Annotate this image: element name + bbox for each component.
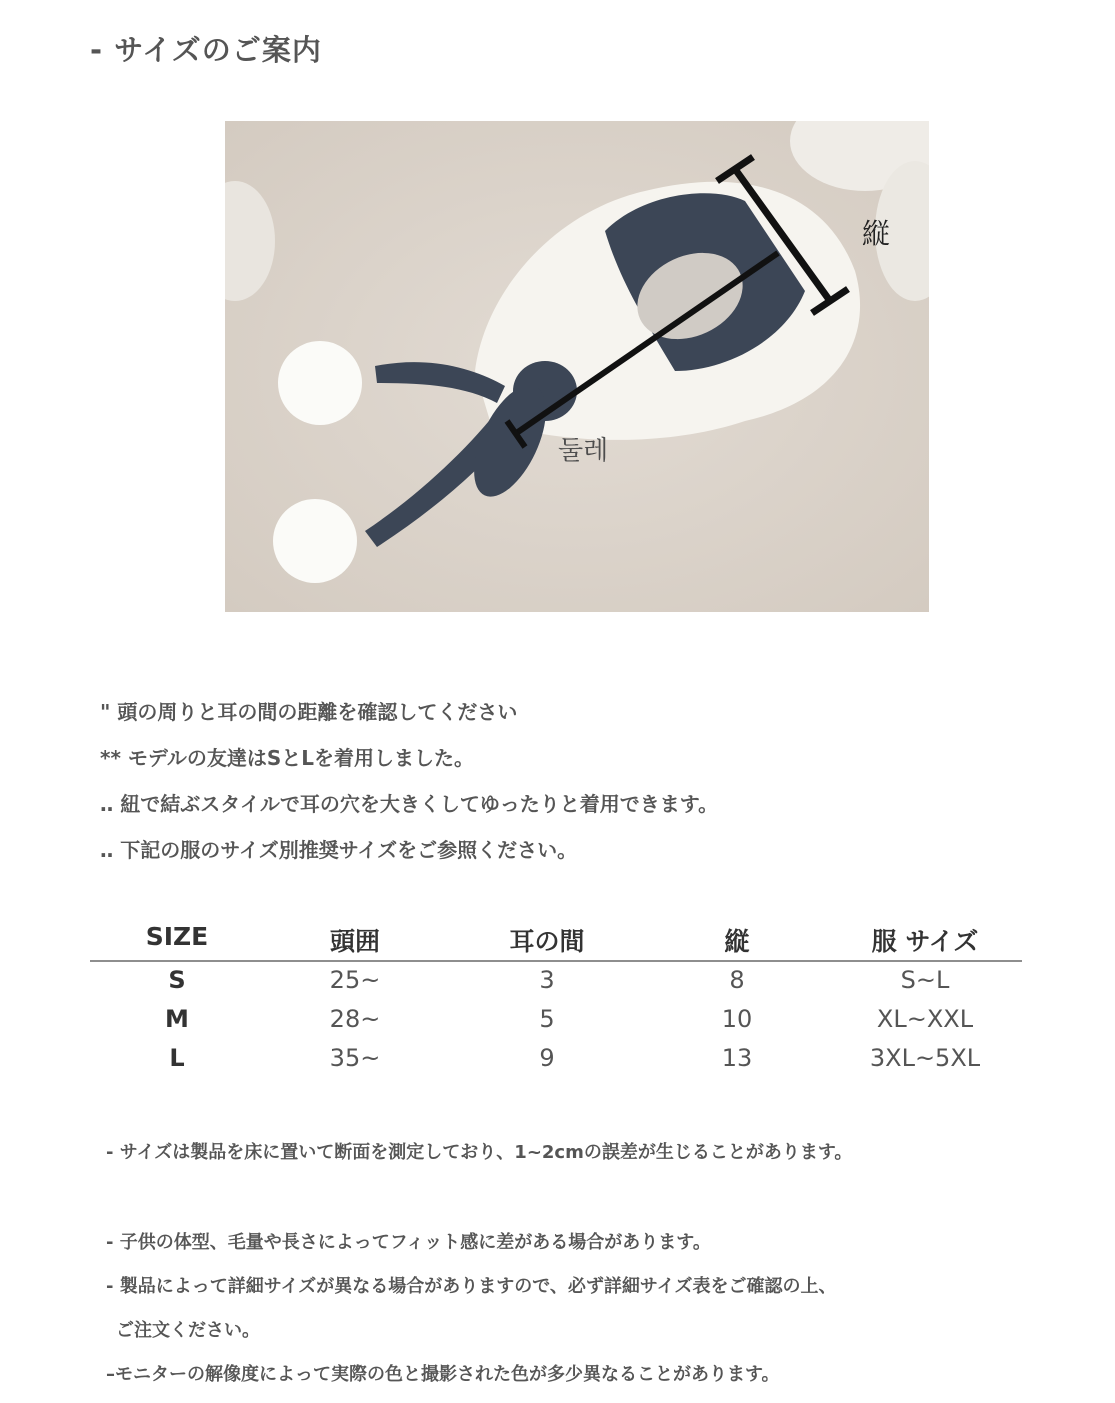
footnote-item: - 子供の体型、毛量や長さによってフィット感に差がある場合があります。: [106, 1232, 711, 1253]
table-cell: 8: [729, 966, 745, 994]
table-cell: S: [168, 966, 186, 994]
section-title: - サイズのご案内: [90, 33, 322, 67]
table-cell: 28~: [329, 1005, 381, 1033]
table-cell: 3: [539, 966, 555, 994]
table-cell: S~L: [900, 966, 950, 994]
table-cell: 10: [721, 1005, 753, 1033]
header-size: SIZE: [145, 922, 209, 951]
notes-list: [100, 696, 718, 880]
table-cell: L: [169, 1044, 185, 1072]
table-cell: XL~XXL: [876, 1005, 974, 1033]
table-cell: 3XL~5XL: [869, 1044, 981, 1072]
table-cell: 35~: [329, 1044, 381, 1072]
vertical-label: 縦: [862, 217, 891, 250]
header-head-circumference: 頭囲: [329, 927, 381, 956]
table-row: [90, 962, 1022, 1001]
table-cell: 5: [539, 1005, 555, 1033]
footnote-item: - サイズは製品を床に置いて断面を測定しており、1~2cmの誤差が生じることがあります。: [106, 1142, 853, 1163]
circumference-label: 둘레: [558, 436, 609, 466]
table-header: [90, 918, 1022, 962]
note-item: " 頭の周りと耳の間の距離を確認してください: [100, 700, 518, 724]
header-vertical: 縦: [724, 927, 750, 956]
product-photo: [225, 121, 929, 612]
header-ear-gap: 耳の間: [509, 927, 585, 956]
note-item: ** モデルの友達はSとLを着用しました。: [100, 746, 475, 770]
note-item: ‥ 紐で結ぶスタイルで耳の穴を大きくしてゆったりと着用できます。: [100, 792, 719, 816]
table-cell: M: [165, 1005, 189, 1033]
table-cell: 13: [721, 1044, 753, 1072]
table-cell: 9: [539, 1044, 555, 1072]
hat-illustration: [225, 121, 929, 612]
size-table: [90, 918, 1022, 1079]
table-cell: 25~: [329, 966, 381, 994]
footnotes: [106, 1138, 852, 1390]
header-clothing-size: 服 サイズ: [871, 927, 979, 956]
footnote-item: –モニターの解像度によって実際の色と撮影された色が多少異なることがあります。: [106, 1364, 780, 1385]
footnote-item: ご注文ください。: [116, 1320, 260, 1341]
table-row: [90, 1040, 1022, 1079]
footnote-item: - 製品によって詳細サイズが異なる場合がありますので、必ず詳細サイズ表をご確認の上、: [106, 1276, 837, 1297]
note-item: ‥ 下記の服のサイズ別推奨サイズをご参照ください。: [100, 838, 578, 862]
table-row: [90, 1001, 1022, 1040]
